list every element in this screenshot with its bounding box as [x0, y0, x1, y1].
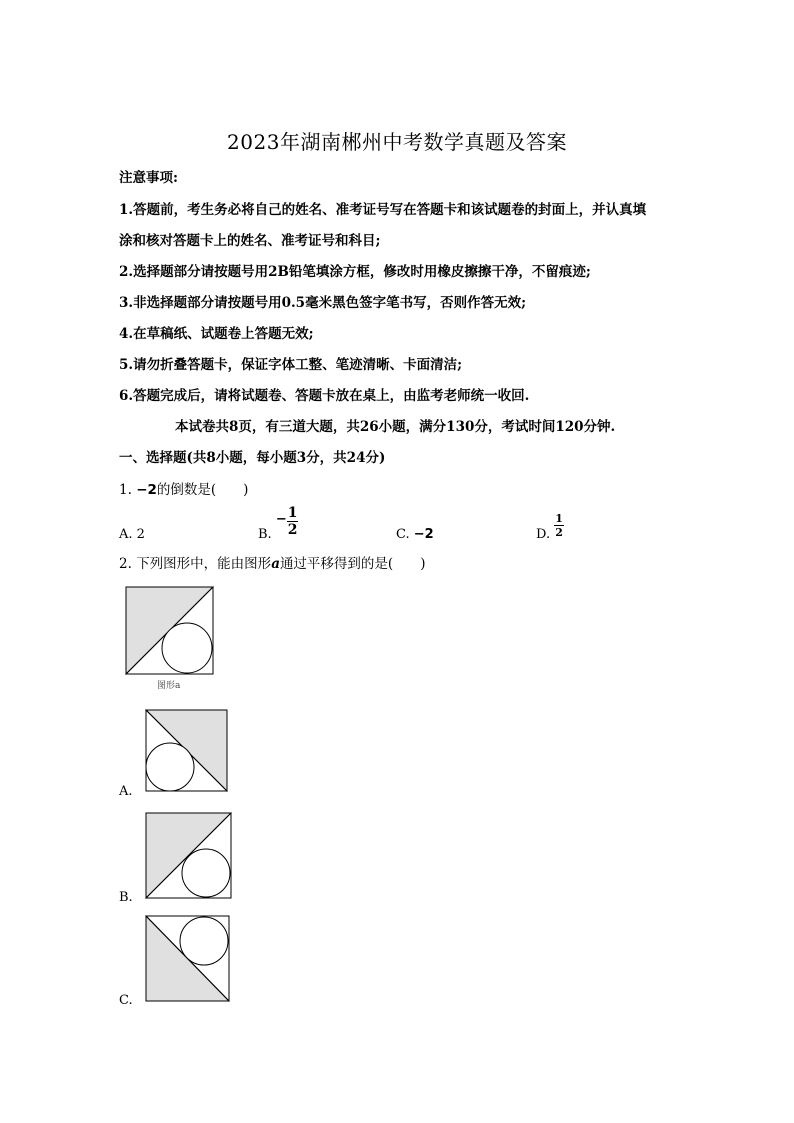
q2-option-a-figure[interactable] — [145, 709, 229, 793]
option-label: C. — [396, 527, 410, 542]
q1-option-a[interactable] — [119, 527, 145, 542]
question-expression: −2 — [136, 482, 157, 498]
question-2 — [119, 552, 425, 572]
notice-item-5: 5.请勿折叠答题卡，保证字体工整、笔迹清晰、卡面清洁; — [119, 357, 463, 373]
question-number: 1. — [119, 482, 132, 498]
option-fraction — [554, 513, 564, 538]
option-fraction — [287, 506, 299, 537]
fraction-denominator: 2 — [287, 522, 298, 538]
option-label: B. — [258, 527, 272, 542]
fraction-numerator: 1 — [555, 512, 563, 525]
notice-item-3: 3.非选择题部分请按题号用0.5毫米黑色签字笔书写，否则作答无效; — [119, 295, 527, 311]
option-value: −2 — [413, 527, 434, 542]
question-text-before: 下列图形中，能由图形 — [136, 556, 272, 572]
option-label: A. — [119, 527, 133, 542]
q2-option-b-figure[interactable] — [145, 812, 233, 900]
fraction-denominator: 2 — [555, 526, 563, 539]
question-1 — [119, 478, 248, 498]
notice-item-2: 2.选择题部分请按题号用2B铅笔填涂方框，修改时用橡皮擦擦干净，不留痕迹; — [119, 264, 591, 280]
q1-option-d[interactable] — [536, 513, 564, 542]
question-number: 2. — [119, 556, 132, 572]
figure-a-caption: 图形a — [157, 681, 181, 691]
q2-option-a-label[interactable]: A. — [119, 784, 133, 799]
page-title: 2023年湖南郴州中考数学真题及答案 — [227, 130, 567, 154]
section-heading: 一、选择题(共8小题，每小题3分，共24分) — [119, 450, 386, 466]
option-value: 2 — [136, 527, 145, 542]
exam-info: 本试卷共8页，有三道大题，共26小题，满分130分，考试时间120分钟. — [175, 419, 616, 435]
q1-option-b[interactable] — [258, 506, 298, 542]
notice-item-1: 1.答题前，考生务必将自己的姓名、准考证号写在答题卡和该试题卷的封面上，并认真填 — [119, 202, 647, 218]
option-sign: − — [275, 512, 287, 527]
fraction-numerator: 1 — [287, 505, 298, 521]
figure-a — [125, 586, 215, 676]
question-text-after: 通过平移得到的是( ) — [279, 556, 426, 572]
q1-option-c[interactable] — [396, 527, 434, 542]
notice-item-1-cont: 涂和核对答题卡上的姓名、准考证号和科目; — [119, 233, 381, 249]
q2-option-b-label[interactable]: B. — [119, 890, 133, 905]
q2-option-c-label[interactable]: C. — [119, 993, 133, 1008]
q2-option-c-figure[interactable] — [145, 915, 231, 1003]
notice-heading: 注意事项: — [119, 170, 178, 186]
notice-item-6: 6.答题完成后，请将试题卷、答题卡放在桌上，由监考老师统一收回. — [119, 388, 530, 404]
figure-symbol: a — [271, 556, 280, 572]
notice-item-4: 4.在草稿纸、试题卷上答题无效; — [119, 326, 314, 342]
question-text: 的倒数是( ) — [156, 482, 249, 498]
option-label: D. — [536, 527, 551, 542]
